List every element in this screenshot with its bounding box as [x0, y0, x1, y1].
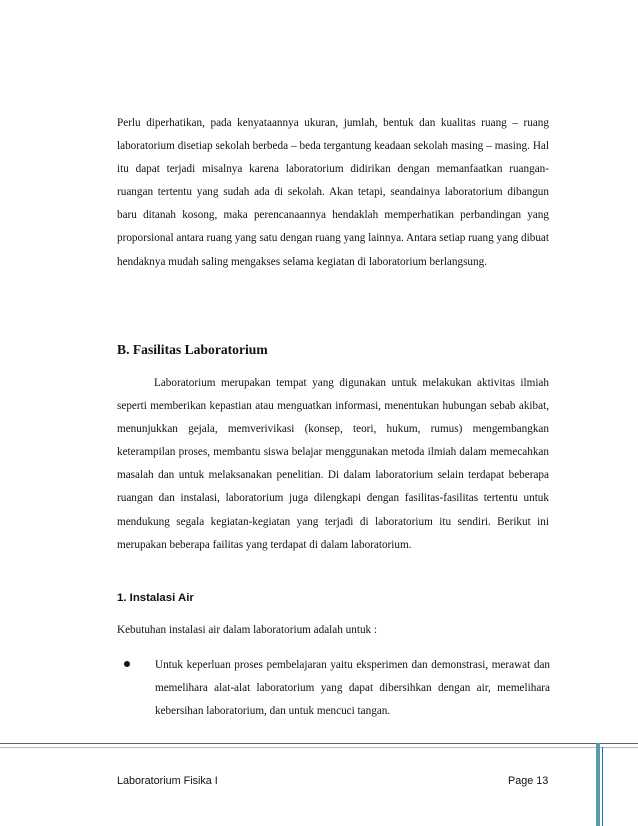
- list-item: Untuk keperluan proses pembelajaran yaitu eksperimen dan demonstrasi, merawat dan memelihara alat-alat laboratorium yang dapat dibersihkan dengan air, memelihara kebersihan laboratorium, dan untuk mencuci tangan.: [155, 659, 550, 718]
- footer-border-line-inner: [0, 747, 638, 748]
- footer-border-bar: [596, 743, 600, 826]
- footer-border-line: [0, 743, 638, 744]
- bullet-list: [124, 654, 550, 723]
- bullet-icon: [124, 661, 130, 667]
- footer-title: Laboratorium Fisika I: [117, 775, 218, 787]
- subsection-heading-instalasi-air: 1. Instalasi Air: [117, 592, 194, 604]
- paragraph-ruang-laboratorium: Perlu diperhatikan, pada kenyataannya ukuran, jumlah, bentuk dan kualitas ruang – ruang laboratorium disetiap sekolah berbeda – beda tergantung keadaan sekolah masing – masing. Hal itu dapat terjadi misalnya karena laboratorium didirikan dengan memanfaatkan ruangan-ruangan tertentu yang sudah ada di sekolah. Akan tetapi, seandainya laboratorium dibangun baru ditanah kosong, maka perencanaannya hendaklah memperhatikan perbandingan yang proporsional antara ruang yang satu dengan ruang yang lainnya. Antara setiap ruang yang dibuat hendaknya mudah saling mengakses selama kegiatan di laboratorium berlangsung.: [117, 117, 549, 268]
- section-heading-fasilitas: B. Fasilitas Laboratorium: [117, 342, 268, 357]
- instalasi-air-intro: Kebutuhan instalasi air dalam laboratorium adalah untuk :: [117, 624, 378, 636]
- footer-border-bar-inner: [602, 747, 603, 826]
- paragraph-fasilitas: Laboratorium merupakan tempat yang digunakan untuk melakukan aktivitas ilmiah seperti memberikan kepastian atau menguatkan informasi, menentukan hubungan sebab akibat, menunjukkan gejala, memverivikasi (konsep, teori, hukum, rumus) mengembangkan keterampilan proses, membantu siswa belajar menggunakan metoda ilmiah dalam memecahkan masalah dan untuk melaksanakan penelitian. Di dalam laboratorium selain terdapat beberapa ruangan dan instalasi, laboratorium juga dilengkapi dengan fasilitas-fasilitas tertentu untuk mendukung segala kegiatan-kegiatan yang terjadi di laboratorium itu sendiri. Berikut ini merupakan beberapa failitas yang terdapat di dalam laboratorium.: [117, 377, 549, 551]
- page-number: Page 13: [508, 775, 549, 787]
